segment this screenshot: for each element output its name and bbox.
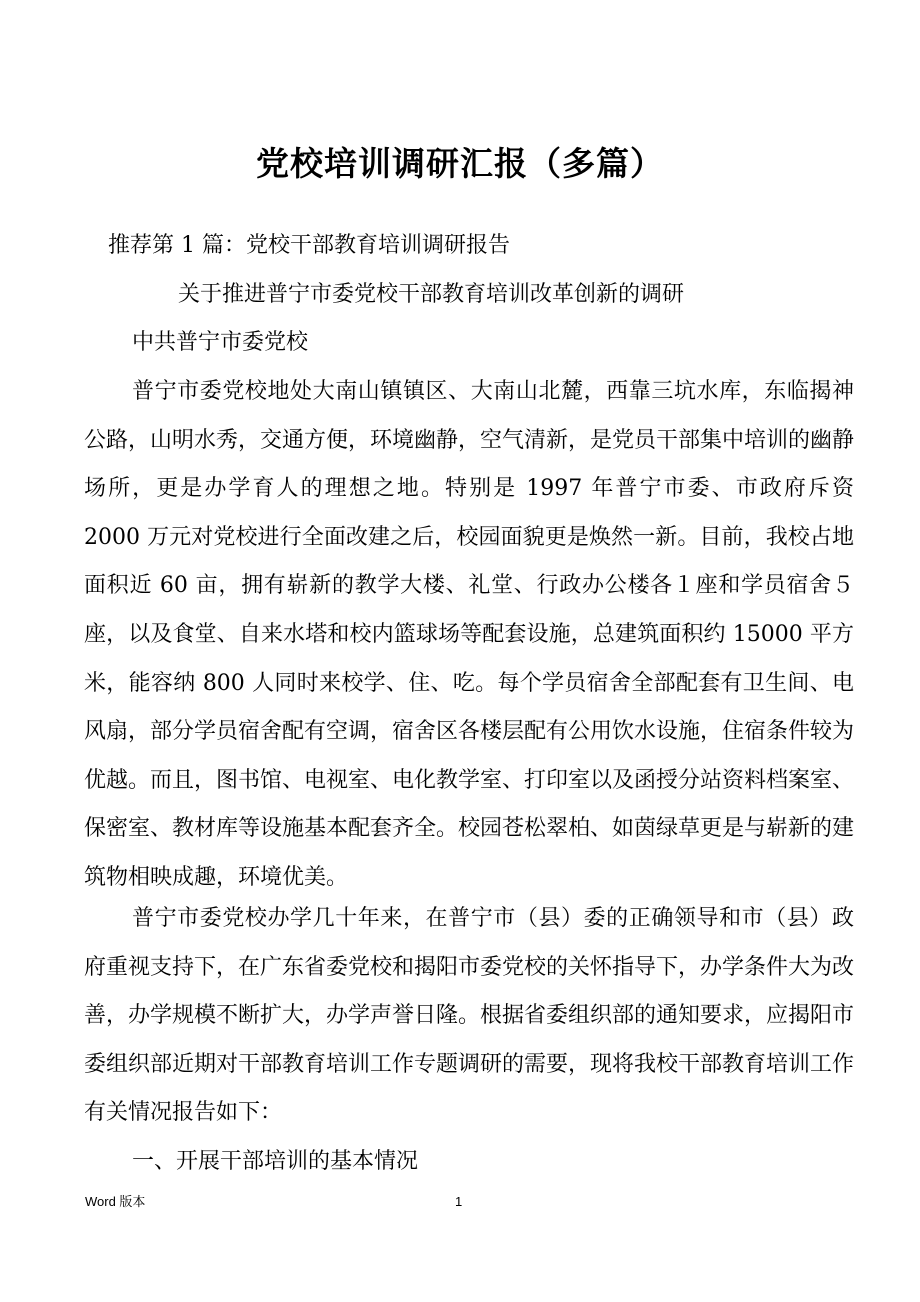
- footer-version-label: Word 版本: [85, 1194, 146, 1209]
- section-heading: 一、开展干部培训的基本情况: [132, 1149, 419, 1174]
- document-title: 党校培训调研汇报（多篇）: [256, 144, 664, 183]
- report-title: 关于推进普宁市委党校干部教育培训改革创新的调研: [178, 282, 685, 307]
- paragraph-2: 普宁市委党校办学几十年来，在普宁市（县）委的正确领导和市（县）政府重视支持下，在广东省委党校和揭阳市委党校的关怀指导下，办学条件大为改善，办学规模不断扩大，办学声誉日隆。根据省委组织部的通知要求，应揭阳市委组织部近期对干部教育培训工作专题调研的需要，现将我校干部教育培训工作有关情况报告如下：: [84, 906, 855, 1126]
- footer-page-number: 1: [455, 1194, 463, 1209]
- paragraph-1: 普宁市委党校地处大南山镇镇区、大南山北麓，西靠三坑水库，东临揭神公路，山明水秀，交通方便，环境幽静，空气清新，是党员干部集中培训的幽静场所，更是办学育人的理想之地。特别是 1997 年普宁市委、市政府斥资 2000 万元对党校进行全面改建之后，校园面貌更是焕然一新。目前，我校占地面积近 60 亩，拥有崭新的教学大楼、礼堂、行政办公楼各１座和学员宿舍５座，以及食堂、自来水塔和校内篮球场等配套设施，总建筑面积约 15000 平方米，能容纳 800 人同时来校学、住、吃。每个学员宿舍全部配套有卫生间、电风扇，部分学员宿舍配有空调，宿舍区各楼层配有公用饮水设施，住宿条件较为优越。而且，图书馆、电视室、电化教学室、打印室以及函授分站资料档案室、保密室、教材库等设施基本配套齐全。校园苍松翠柏、如茵绿草更是与崭新的建筑物相映成趣，环境优美。: [84, 379, 855, 890]
- report-author: 中共普宁市委党校: [132, 330, 309, 355]
- recommend-line: 推荐第 1 篇：党校干部教育培训调研报告: [108, 233, 510, 258]
